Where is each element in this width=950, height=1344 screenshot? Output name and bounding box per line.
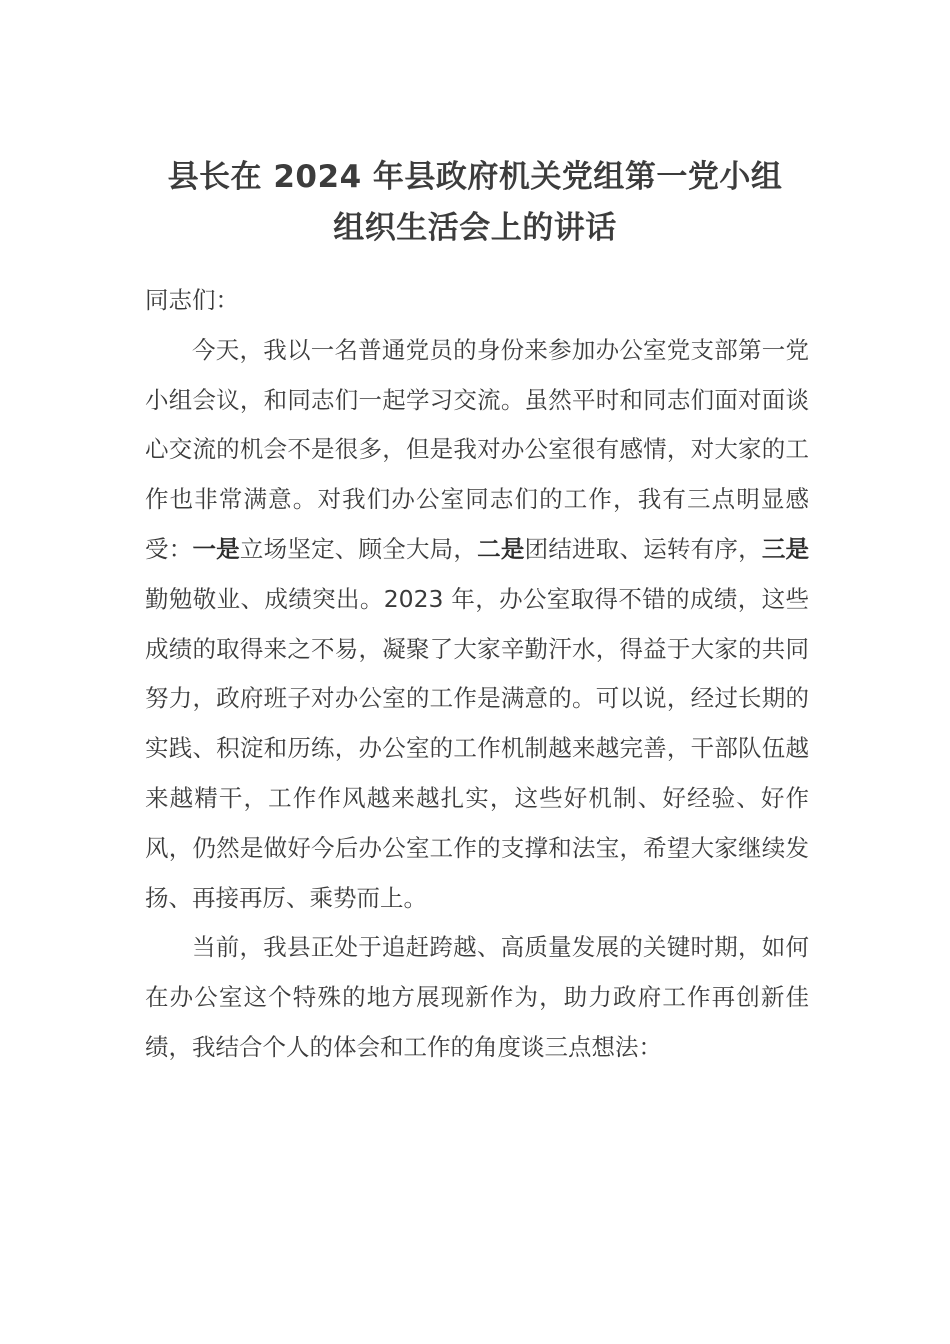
point-1-text: 立场坚定、顾全大局， — [239, 534, 478, 563]
paragraph-1-intro: 今天，我以一名普通党员的身份来参加办公室党支部第一党小组会议，和同志们一起学习交流。虽然平时和同志们面对面谈心交流的机会不是很多，但是我对办公室很有感情，对大家的工作也非常满意。对我们办公室同志们的工作，我有三点明显感受： — [145, 335, 809, 563]
point-1-label: 一是 — [192, 534, 240, 563]
paragraph-1 — [145, 326, 809, 924]
point-2-text: 团结进取、运转有序， — [524, 534, 762, 563]
paragraph-1-rest: 2023 年，办公室取得不错的成绩，这些成绩的取得来之不易，凝聚了大家辛勤汗水，得益于大家的共同努力，政府班子对办公室的工作是满意的。可以说，经过长期的实践、积淀和历练，办公室的工作机制越来越完善，干部队伍越来越精干，工作作风越来越扎实，这些好机制、好经验、好作风，仍然是做好今后办公室工作的支撑和法宝，希望大家继续发扬、再接再厉、乘势而上。 — [145, 584, 809, 912]
salutation: 同志们： — [145, 286, 239, 314]
point-3-label: 三是 — [761, 534, 810, 563]
document-body — [145, 276, 809, 1073]
document-title — [120, 152, 830, 254]
paragraph-2: 当前，我县正处于追赶跨越、高质量发展的关键时期，如何在办公室这个特殊的地方展现新作为，助力政府工作再创新佳绩，我结合个人的体会和工作的角度谈三点想法： — [145, 933, 809, 1061]
title-line-2: 组织生活会上的讲话 — [333, 210, 617, 246]
title-line-1: 县长在 2024 年县政府机关党组第一党小组 — [167, 159, 783, 195]
point-3-text: 勤勉敬业、成绩突出。 — [145, 584, 384, 613]
point-2-label: 二是 — [477, 534, 525, 563]
